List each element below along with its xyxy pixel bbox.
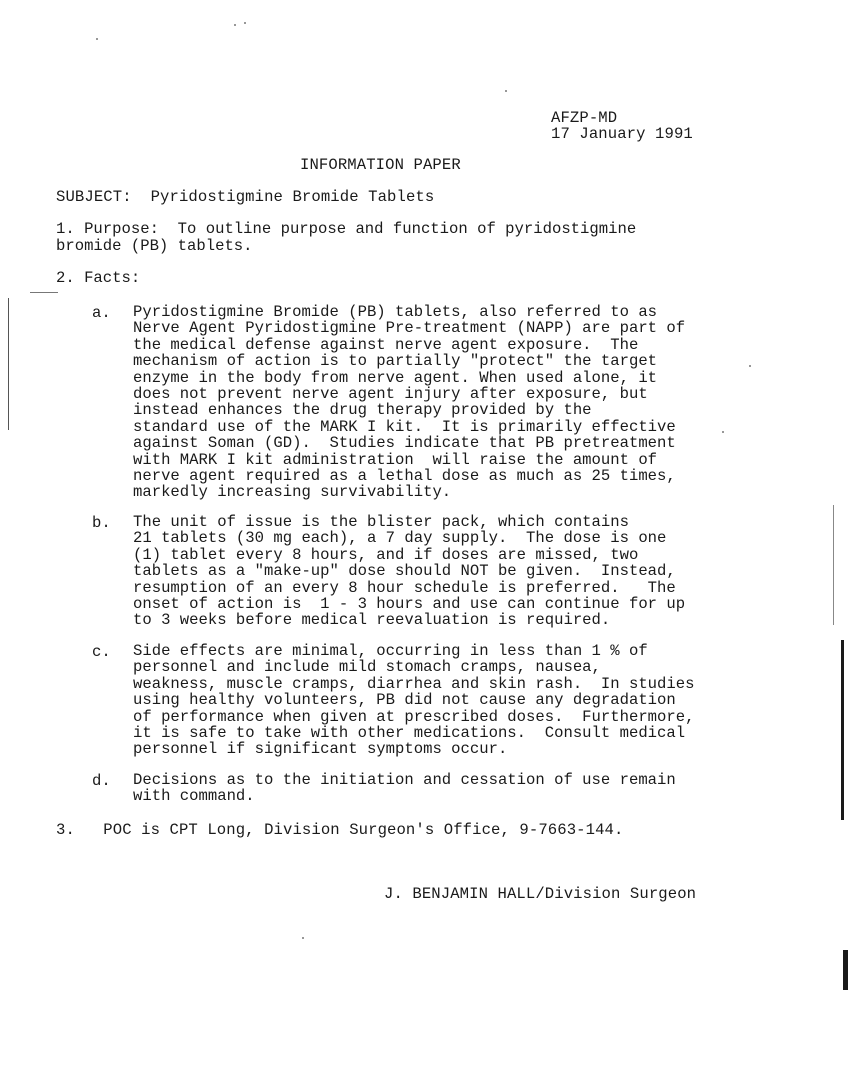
- purpose-line: bromide (PB) tablets.: [56, 236, 253, 255]
- fact-line: using healthy volunteers, PB did not cause any degradation: [133, 691, 676, 710]
- scan-speck: [749, 365, 751, 367]
- fact-line: markedly increasing survivability.: [133, 483, 452, 502]
- fact-line: The unit of issue is the blister pack, which contains: [133, 513, 629, 531]
- fact-item-letter-c: c.: [92, 643, 111, 661]
- fact-item-letter-d: d.: [92, 772, 111, 790]
- fact-line: it is safe to take with other medications. Consult medical: [133, 724, 686, 743]
- fact-line: personnel and include mild stomach cramps, nausea,: [133, 658, 601, 677]
- scan-speck: [244, 22, 246, 24]
- fact-line: the medical defense against nerve agent exposure. The: [133, 335, 639, 354]
- fact-item-letter-a: a.: [92, 304, 111, 322]
- fact-item-d: [133, 772, 733, 805]
- office-symbol: AFZP-MD: [551, 109, 618, 127]
- scan-speck: [96, 38, 98, 40]
- scan-speck: [505, 90, 507, 92]
- fact-line: of performance when given at prescribed doses. Furthermore,: [133, 707, 695, 726]
- scan-margin-dash: [30, 292, 58, 293]
- fact-line: with MARK I kit administration will raise the amount of: [133, 450, 658, 469]
- subject-text: Pyridostigmine Bromide Tablets: [150, 188, 435, 206]
- fact-line: with command.: [133, 787, 255, 806]
- fact-item-c: [133, 643, 733, 758]
- fact-item-a: [133, 304, 733, 501]
- fact-line: instead enhances the drug therapy provided by the: [133, 401, 592, 420]
- poc-line: 3. POC is CPT Long, Division Surgeon's Office, 9-7663-144.: [56, 821, 624, 839]
- fact-item-b: [133, 514, 733, 629]
- signature-block: J. BENJAMIN HALL/Division Surgeon: [384, 885, 697, 903]
- fact-line: mechanism of action is to partially "protect" the target: [133, 352, 658, 371]
- scan-speck: [302, 937, 304, 939]
- fact-line: Decisions as to the initiation and cessation of use remain: [133, 771, 676, 789]
- fact-line: tablets as a "make-up" dose should NOT be given. Instead,: [133, 562, 676, 581]
- fact-line: weakness, muscle cramps, diarrhea and skin rash. In studies: [133, 674, 695, 693]
- facts-heading: 2. Facts:: [56, 269, 141, 287]
- scan-speck: [234, 24, 236, 26]
- scan-edge-bar: [843, 950, 848, 990]
- fact-line: onset of action is 1 - 3 hours and use can continue for up: [133, 595, 686, 614]
- fact-line: personnel if significant symptoms occur.: [133, 740, 508, 759]
- fact-line: Pyridostigmine Bromide (PB) tablets, also referred to as: [133, 303, 658, 321]
- fact-line: enzyme in the body from nerve agent. When used alone, it: [133, 368, 658, 387]
- fact-line: Nerve Agent Pyridostigmine Pre-treatment (NAPP) are part of: [133, 319, 686, 338]
- purpose-line: 1. Purpose: To outline purpose and function of pyridostigmine: [56, 220, 637, 238]
- fact-line: 21 tablets (30 mg each), a 7 day supply. The dose is one: [133, 529, 667, 548]
- fact-line: to 3 weeks before medical reevaluation is required.: [133, 611, 611, 630]
- fact-line: resumption of an every 8 hour schedule is preferred. The: [133, 578, 676, 597]
- page-title: INFORMATION PAPER: [300, 156, 461, 174]
- fact-item-letter-b: b.: [92, 514, 111, 532]
- scan-margin-line: [8, 298, 9, 430]
- fact-line: standard use of the MARK I kit. It is primarily effective: [133, 417, 676, 436]
- fact-line: does not prevent nerve agent injury after exposure, but: [133, 385, 648, 404]
- fact-line: (1) tablet every 8 hours, and if doses are missed, two: [133, 545, 639, 564]
- purpose-paragraph: [56, 221, 636, 254]
- scan-edge-bar: [841, 640, 844, 820]
- fact-line: Side effects are minimal, occurring in less than 1 % of: [133, 642, 648, 660]
- fact-line: against Soman (GD). Studies indicate that PB pretreatment: [133, 434, 676, 453]
- subject-line: [56, 188, 434, 206]
- fact-line: nerve agent required as a lethal dose as much as 25 times,: [133, 467, 676, 486]
- scan-edge-line: [833, 505, 834, 625]
- subject-label: SUBJECT:: [56, 188, 132, 206]
- document-date: 17 January 1991: [551, 125, 693, 143]
